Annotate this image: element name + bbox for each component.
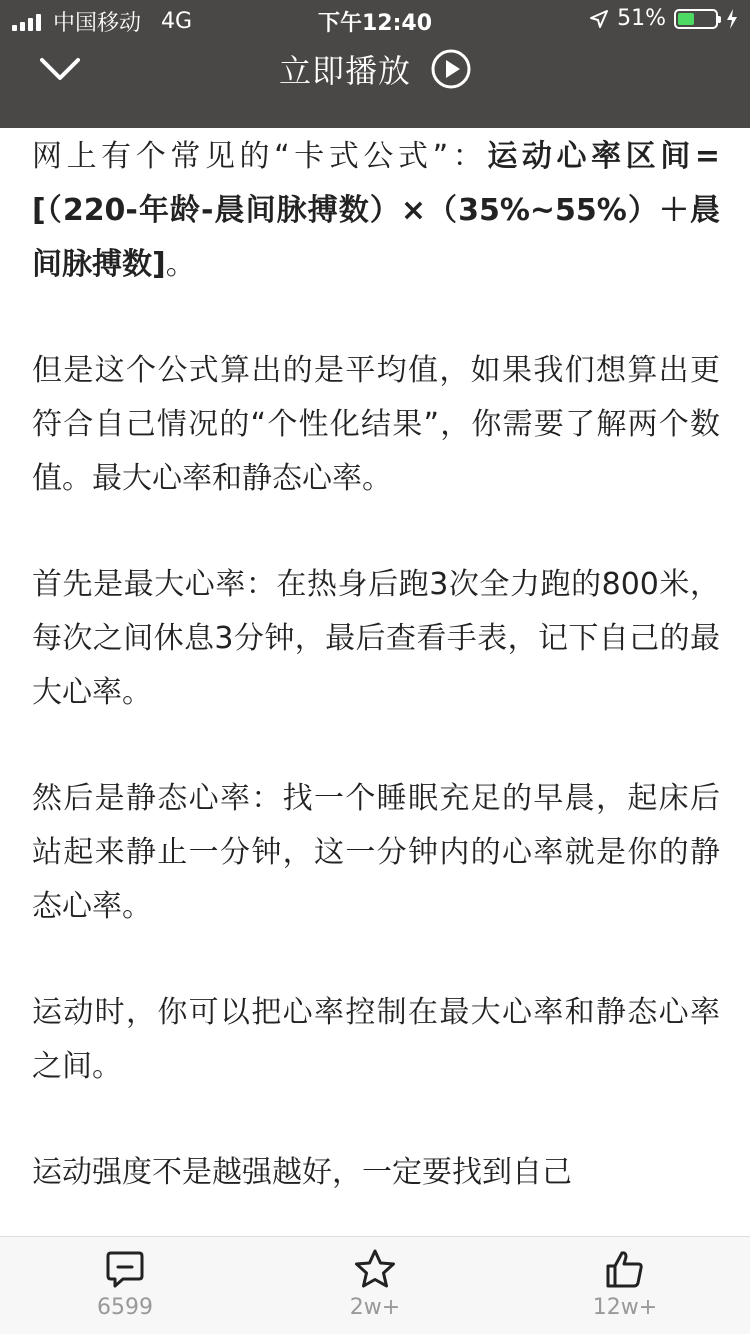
play-circle-icon — [431, 49, 471, 89]
comment-button[interactable] — [50, 1249, 200, 1320]
location-icon — [589, 9, 609, 29]
top-bar — [0, 0, 750, 128]
article-paragraph: 首先是最大心率：在热身后跑3次全力跑的800米，每次之间休息3分钟，最后查看手表，记下自己的最大心率。 — [32, 567, 720, 710]
paragraph-text: 网上有个常见的“卡式公式”： — [32, 139, 488, 174]
article-paragraph: 然后是静态心率：找一个睡眠充足的早晨，起床后站起来静止一分钟，这一分钟内的心率就是你的静态心率。 — [32, 781, 720, 924]
play-now-button[interactable] — [0, 46, 750, 92]
battery-icon — [674, 9, 718, 29]
charging-icon — [726, 9, 738, 29]
bottom-action-bar — [0, 1236, 750, 1334]
article-paragraph — [32, 130, 720, 292]
article-body — [32, 128, 720, 1236]
like-button[interactable] — [550, 1249, 700, 1320]
article-paragraph: 但是这个公式算出的是平均值，如果我们想算出更符合自己情况的“个性化结果”，你需要了解两个数值。最大心率和静态心率。 — [32, 353, 720, 496]
status-bar — [0, 0, 750, 40]
battery-percent: 51% — [617, 6, 666, 31]
article-paragraph: 运动时，你可以把心率控制在最大心率和静态心率之间。 — [32, 995, 720, 1084]
network-label: 4G — [161, 9, 193, 34]
like-count: 12w+ — [592, 1295, 658, 1320]
carrier-label: 中国移动 — [53, 11, 142, 36]
nav-title: 立即播放 — [278, 52, 411, 90]
status-right — [589, 6, 738, 31]
paragraph-text: 。 — [165, 247, 196, 282]
favorite-count: 2w+ — [349, 1295, 401, 1320]
comment-count: 6599 — [97, 1295, 153, 1320]
star-icon — [354, 1249, 396, 1289]
formula-text: 运动心率区间=[（220-年龄-晨间脉搏数）×（35%~55%）＋晨间脉搏数] — [32, 139, 720, 282]
thumbs-up-icon — [605, 1249, 645, 1289]
article-paragraph: 运动强度不是越强越好，一定要找到自己 — [32, 1155, 572, 1190]
comment-icon — [105, 1249, 145, 1289]
status-time: 下午12:40 — [317, 11, 433, 36]
favorite-button[interactable] — [300, 1249, 450, 1320]
nav-bar — [0, 40, 750, 128]
